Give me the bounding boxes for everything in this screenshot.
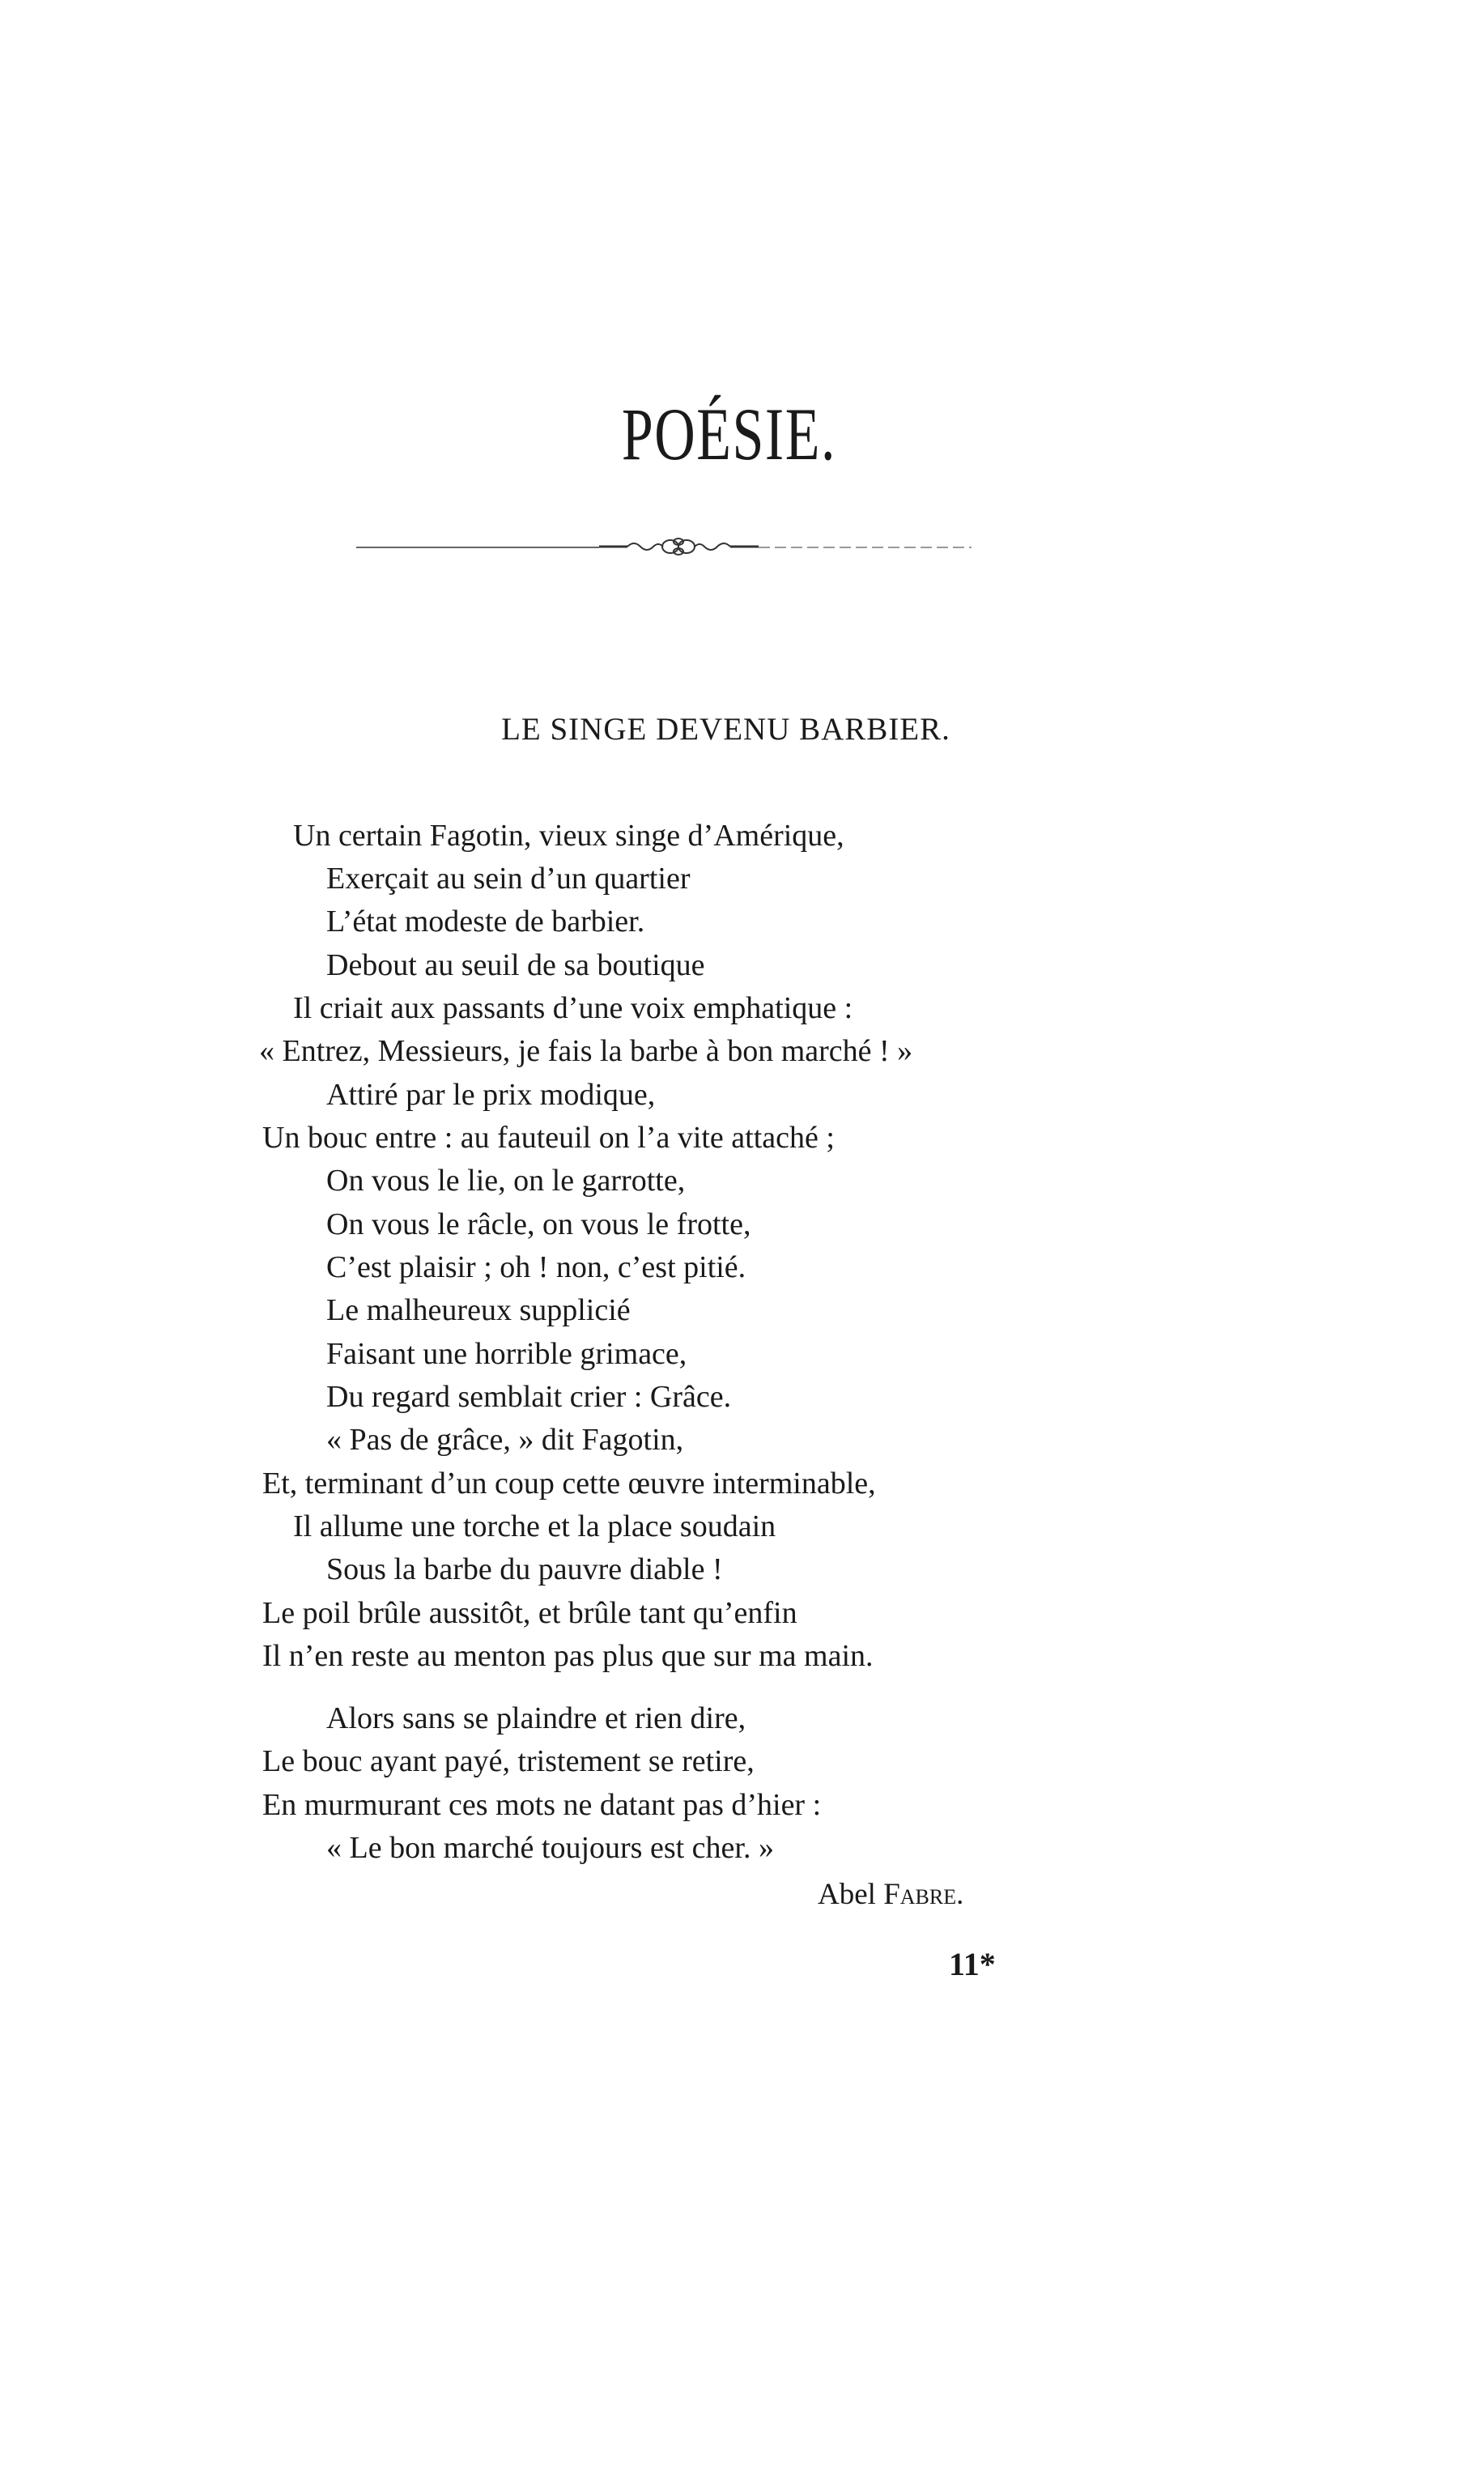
ornamental-divider-icon	[356, 534, 972, 559]
poem-line: C’est plaisir ; oh ! non, c’est pitié.	[326, 1250, 746, 1284]
poem-line: Il n’en reste au menton pas plus que sur ma main.	[262, 1639, 874, 1673]
poem-line: Et, terminant d’un coup cette œuvre interminable,	[262, 1466, 876, 1501]
poem-line: Le bouc ayant payé, tristement se retire,	[262, 1744, 755, 1778]
poem-line: « Pas de grâce, » dit Fagotin,	[326, 1423, 684, 1457]
poem-title: LE SINGE DEVENU BARBIER.	[501, 712, 950, 747]
poem-line: On vous le râcle, on vous le frotte,	[326, 1207, 751, 1241]
poem-line: Exerçait au sein d’un quartier	[326, 862, 691, 896]
author-signature	[818, 1877, 963, 1912]
poem-line: Attiré par le prix modique,	[326, 1078, 656, 1112]
poem-line: Le malheureux supplicié	[326, 1293, 631, 1327]
poem-line: Le poil brûle aussitôt, et brûle tant qu’enfin	[262, 1596, 797, 1630]
poem-line: « Entrez, Messieurs, je fais la barbe à bon marché ! »	[259, 1034, 913, 1068]
poem-line: Un bouc entre : au fauteuil on l’a vite attaché ;	[262, 1121, 835, 1155]
poem-line: Du regard semblait crier : Grâce.	[326, 1380, 732, 1414]
poem-line: Il criait aux passants d’une voix emphatique :	[293, 991, 853, 1025]
page-title-text: POÉSIE.	[621, 393, 836, 475]
page-number: 11*	[949, 1946, 996, 1982]
poem-line: En murmurant ces mots ne datant pas d’hier :	[262, 1788, 822, 1822]
poem-line: Sous la barbe du pauvre diable !	[326, 1552, 723, 1586]
poem-line: Debout au seuil de sa boutique	[326, 948, 705, 982]
author-last-name: Fabre	[883, 1878, 957, 1911]
page-title	[559, 393, 899, 475]
poem-line: Un certain Fagotin, vieux singe d’Amérique,	[293, 819, 844, 853]
poem-line: L’état modeste de barbier.	[326, 905, 645, 939]
poem-line: Il allume une torche et la place soudain	[293, 1509, 776, 1543]
poem-line: « Le bon marché toujours est cher. »	[326, 1831, 774, 1865]
author-period: .	[956, 1878, 964, 1911]
author-first-name: Abel	[818, 1878, 876, 1911]
poem-line: Faisant une horrible grimace,	[326, 1337, 687, 1371]
poem-line: Alors sans se plaindre et rien dire,	[326, 1701, 746, 1735]
poem-line: On vous le lie, on le garrotte,	[326, 1164, 686, 1198]
